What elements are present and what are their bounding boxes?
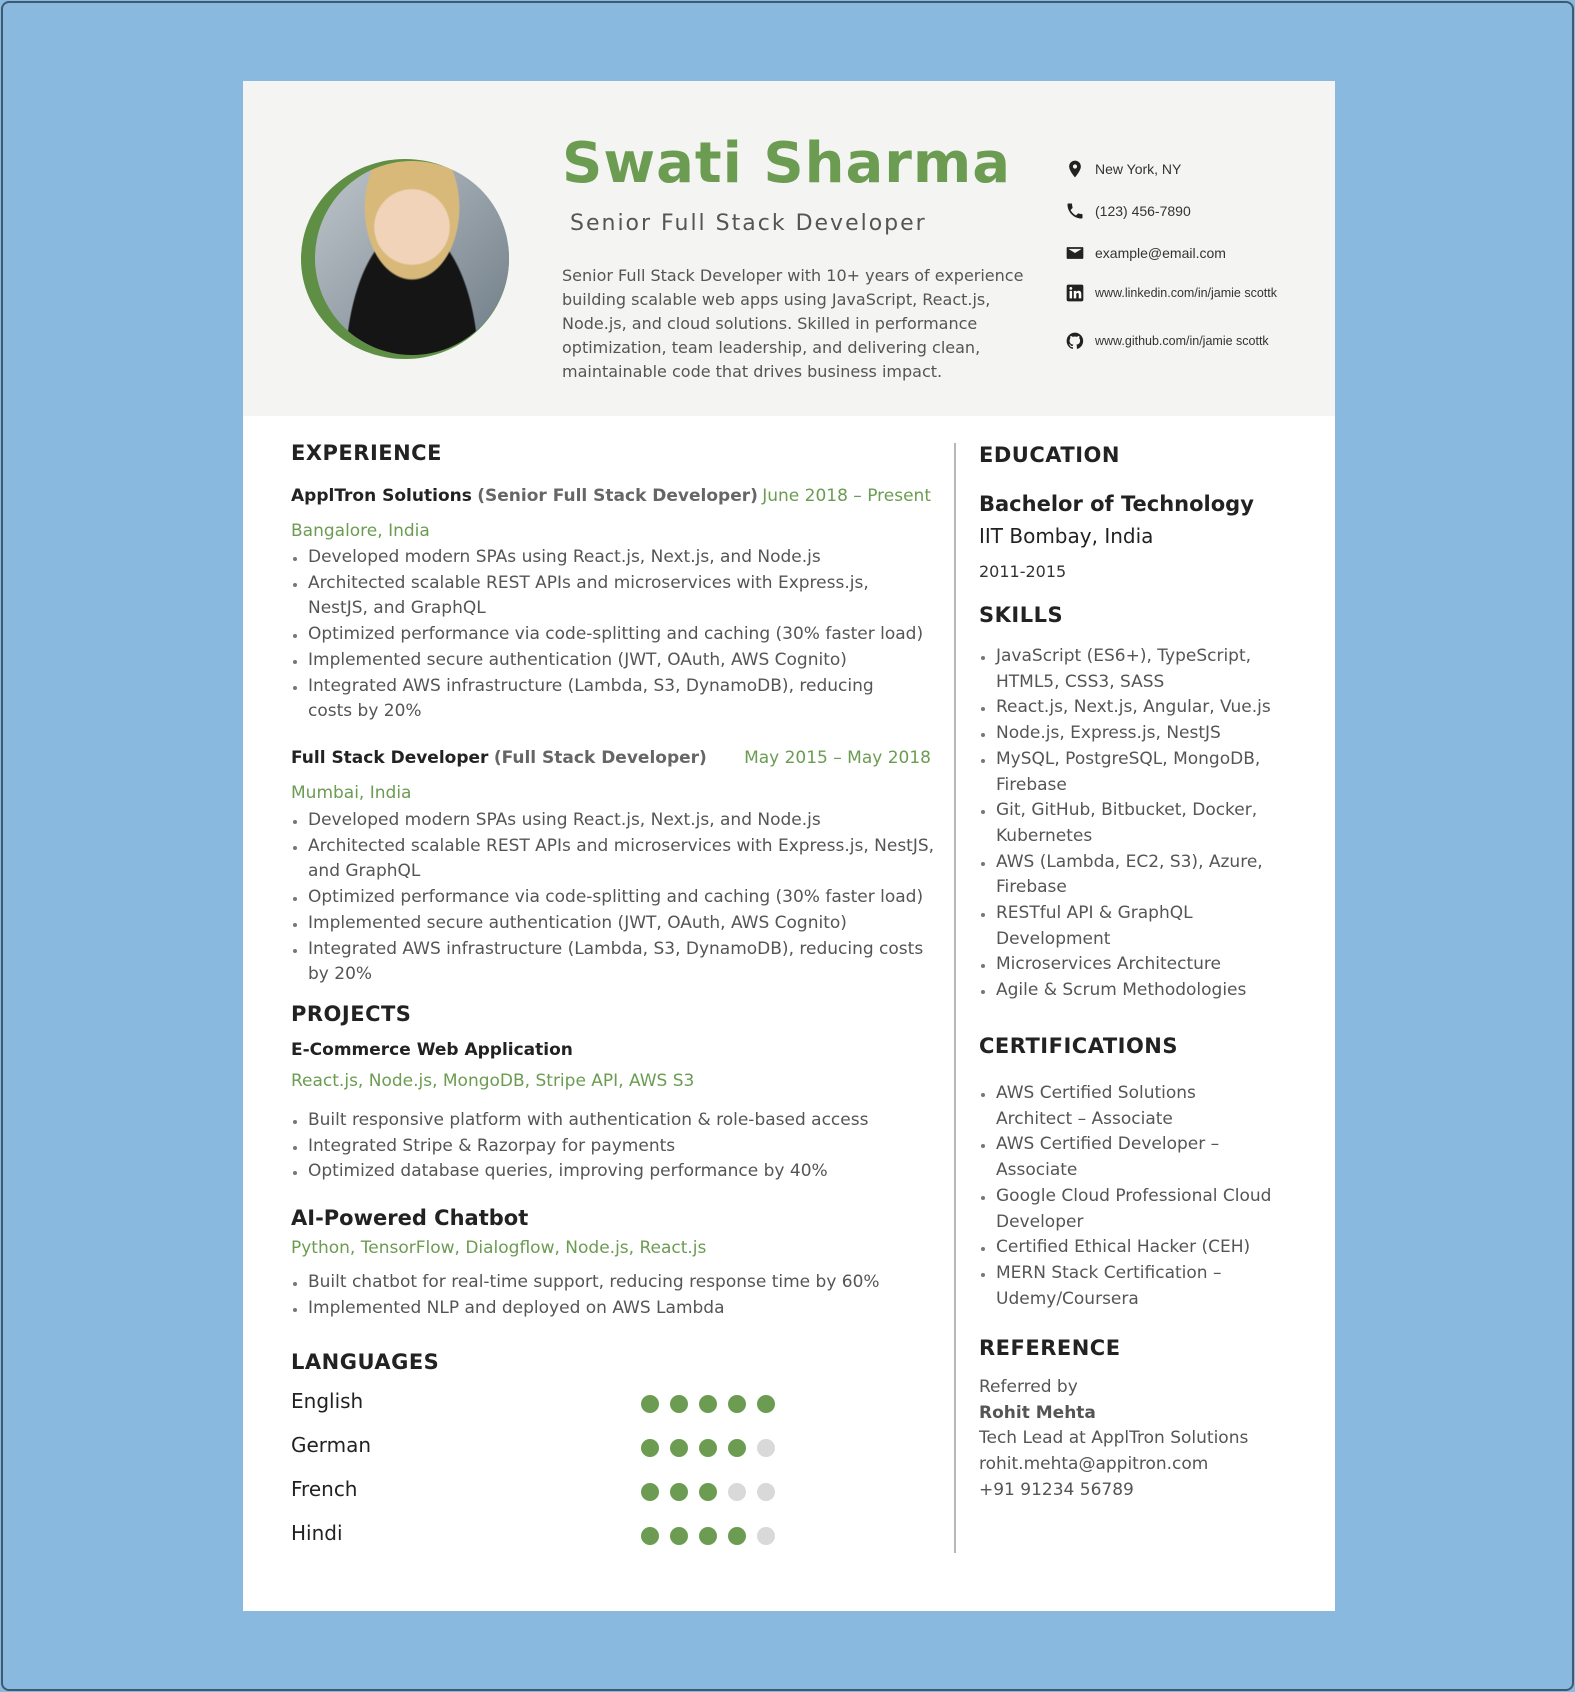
language-name: French — [291, 1477, 358, 1501]
list-item: Integrated Stripe & Razorpay for payments — [291, 1134, 936, 1160]
level-dot-filled — [641, 1483, 659, 1501]
language-level-dots — [641, 1483, 775, 1501]
reference-heading: REFERENCE — [979, 1336, 1121, 1360]
list-item: Architected scalable REST APIs and microservices with Express.js, NestJS, and GraphQL — [291, 834, 936, 885]
job-company: Full Stack Developer — [291, 748, 489, 768]
language-name: English — [291, 1389, 364, 1413]
list-item: Agile & Scrum Methodologies — [979, 978, 1279, 1004]
level-dot-filled — [670, 1395, 688, 1413]
level-dot-filled — [728, 1527, 746, 1545]
language-name: Hindi — [291, 1521, 343, 1545]
language-level-dots — [641, 1395, 775, 1413]
list-item: Git, GitHub, Bitbucket, Docker, Kubernetes — [979, 798, 1279, 849]
job-location: Mumbai, India — [291, 783, 412, 803]
level-dot-filled — [641, 1527, 659, 1545]
linkedin-text[interactable]: www.linkedin.com/in/jamie scottk — [1095, 286, 1278, 300]
education-school: IIT Bombay, India — [979, 524, 1154, 548]
list-item: MERN Stack Certification – Udemy/Coursera — [979, 1261, 1279, 1312]
right-column — [979, 81, 1309, 1611]
languages-heading: LANGUAGES — [291, 1350, 440, 1374]
list-item: Optimized database queries, improving performance by 40% — [291, 1159, 936, 1185]
list-item: AWS Certified Solutions Architect – Associate — [979, 1081, 1279, 1132]
list-item: Integrated AWS infrastructure (Lambda, S3, DynamoDB), reducing costs by 20% — [291, 937, 936, 988]
job-bullets-2 — [291, 808, 936, 988]
level-dot-filled — [699, 1395, 717, 1413]
job-location: Bangalore, India — [291, 521, 430, 541]
list-item: Implemented NLP and deployed on AWS Lambda — [291, 1296, 936, 1322]
list-item: Certified Ethical Hacker (CEH) — [979, 1235, 1279, 1261]
reference-name: Rohit Mehta — [979, 1402, 1096, 1423]
experience-heading: EXPERIENCE — [291, 441, 442, 465]
list-item: Implemented secure authentication (JWT, OAuth, AWS Cognito) — [291, 648, 931, 674]
job-dates: June 2018 – Present — [762, 486, 931, 506]
column-divider — [954, 443, 956, 1553]
email-text[interactable]: example@email.com — [1095, 245, 1226, 261]
list-item: AWS Certified Developer – Associate — [979, 1132, 1279, 1183]
level-dot-filled — [670, 1439, 688, 1457]
language-level-dots — [641, 1439, 775, 1457]
level-dot-filled — [757, 1395, 775, 1413]
level-dot-filled — [699, 1527, 717, 1545]
language-row — [291, 1433, 791, 1463]
language-level-dots — [641, 1527, 775, 1545]
list-item: Developed modern SPAs using React.js, Next.js, and Node.js — [291, 545, 931, 571]
level-dot-filled — [699, 1439, 717, 1457]
project-bullets-2 — [291, 1270, 936, 1321]
language-name: German — [291, 1433, 372, 1457]
list-item: Implemented secure authentication (JWT, OAuth, AWS Cognito) — [291, 911, 936, 937]
job-role: (Full Stack Developer) — [493, 748, 707, 768]
certifications-heading: CERTIFICATIONS — [979, 1034, 1179, 1058]
list-item: JavaScript (ES6+), TypeScript, HTML5, CSS3, SASS — [979, 644, 1279, 695]
project-tech: React.js, Node.js, MongoDB, Stripe API, AWS S3 — [291, 1071, 695, 1091]
project-title: AI-Powered Chatbot — [291, 1206, 529, 1230]
language-row — [291, 1477, 791, 1507]
candidate-title: Senior Full Stack Developer — [570, 211, 927, 236]
project-title: E-Commerce Web Application — [291, 1040, 573, 1060]
level-dot-empty — [728, 1483, 746, 1501]
github-text[interactable]: www.github.com/in/jamie scottk — [1095, 334, 1269, 348]
summary-text: Senior Full Stack Developer with 10+ years of experience building scalable web apps using JavaScript, React.js, Node.js, and cloud solutions. Skilled in performance optimization, team leadership, and delivering clean, maintainable code that drives business impact. — [562, 266, 1024, 381]
list-item: Node.js, Express.js, NestJS — [979, 721, 1279, 747]
list-item: Google Cloud Professional Cloud Developer — [979, 1184, 1279, 1235]
certifications-list — [979, 1081, 1279, 1312]
language-row — [291, 1521, 791, 1551]
list-item: Built chatbot for real-time support, reducing response time by 60% — [291, 1270, 936, 1296]
phone-text: (123) 456-7890 — [1095, 203, 1191, 219]
skills-list — [979, 644, 1279, 1004]
job-header-1 — [291, 486, 931, 506]
language-row — [291, 1389, 791, 1419]
job-bullets-1 — [291, 545, 931, 725]
education-heading: EDUCATION — [979, 443, 1120, 467]
resume-page — [243, 81, 1335, 1611]
list-item: React.js, Next.js, Angular, Vue.js — [979, 695, 1279, 721]
job-role: (Senior Full Stack Developer) — [477, 486, 758, 506]
level-dot-empty — [757, 1527, 775, 1545]
list-item: AWS (Lambda, EC2, S3), Azure, Firebase — [979, 850, 1279, 901]
reference-position: Tech Lead at ApplTron Solutions — [979, 1428, 1249, 1449]
reference-email[interactable]: rohit.mehta@appitron.com — [979, 1454, 1209, 1475]
education-degree: Bachelor of Technology — [979, 492, 1254, 516]
list-item: RESTful API & GraphQL Development — [979, 901, 1279, 952]
list-item: MySQL, PostgreSQL, MongoDB, Firebase — [979, 747, 1279, 798]
reference-block — [979, 1375, 1299, 1504]
level-dot-filled — [641, 1395, 659, 1413]
job-dates: May 2015 – May 2018 — [744, 748, 931, 768]
education-years: 2011-2015 — [979, 562, 1067, 581]
list-item: Built responsive platform with authentication & role-based access — [291, 1108, 936, 1134]
skills-heading: SKILLS — [979, 603, 1064, 627]
level-dot-filled — [699, 1483, 717, 1501]
list-item: Microservices Architecture — [979, 952, 1279, 978]
level-dot-filled — [670, 1483, 688, 1501]
job-header-2 — [291, 748, 931, 768]
level-dot-filled — [728, 1439, 746, 1457]
list-item: Integrated AWS infrastructure (Lambda, S3, DynamoDB), reducing costs by 20% — [291, 674, 931, 725]
project-bullets-1 — [291, 1108, 936, 1185]
location-text: New York, NY — [1095, 161, 1182, 177]
projects-heading: PROJECTS — [291, 1002, 412, 1026]
list-item: Architected scalable REST APIs and microservices with Express.js, NestJS, and GraphQL — [291, 571, 931, 622]
candidate-name: Swati Sharma — [562, 131, 1012, 196]
list-item: Developed modern SPAs using React.js, Next.js, and Node.js — [291, 808, 936, 834]
left-column — [291, 81, 939, 1611]
project-tech: Python, TensorFlow, Dialogflow, Node.js, React.js — [291, 1238, 707, 1258]
list-item: Optimized performance via code-splitting and caching (30% faster load) — [291, 885, 936, 911]
level-dot-empty — [757, 1439, 775, 1457]
level-dot-filled — [670, 1527, 688, 1545]
reference-intro: Referred by — [979, 1377, 1078, 1397]
level-dot-filled — [728, 1395, 746, 1413]
job-company: ApplTron Solutions — [291, 486, 472, 506]
level-dot-empty — [757, 1483, 775, 1501]
reference-phone: +91 91234 56789 — [979, 1479, 1134, 1500]
level-dot-filled — [641, 1439, 659, 1457]
list-item: Optimized performance via code-splitting and caching (30% faster load) — [291, 622, 931, 648]
